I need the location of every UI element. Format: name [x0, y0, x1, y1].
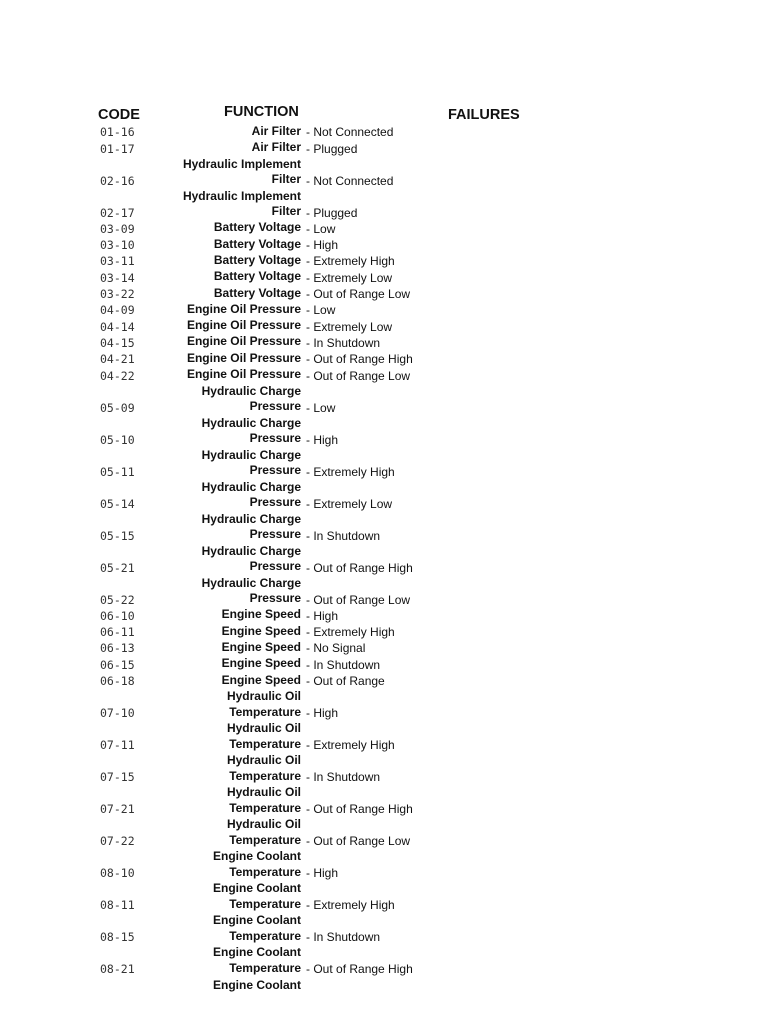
separator-dash: - — [306, 770, 314, 785]
table-row — [0, 480, 768, 512]
failure-description — [306, 593, 410, 608]
table-row — [0, 656, 768, 672]
failure-text: Extremely Low — [313, 270, 393, 285]
table-row — [0, 351, 768, 367]
failure-description — [306, 497, 392, 512]
table-row — [0, 286, 768, 302]
function-line: Engine Coolant — [213, 881, 301, 896]
function-line: Hydraulic Oil — [226, 721, 301, 736]
table-row — [0, 367, 768, 383]
table-row — [0, 237, 768, 253]
failure-text: Out of Range Low — [313, 592, 411, 607]
failure-text: High — [313, 866, 339, 881]
failure-text: Out of Range — [313, 674, 385, 689]
function-line: Battery Voltage — [213, 220, 301, 235]
fault-code: 08-11 — [100, 898, 135, 913]
separator-dash: - — [306, 560, 314, 575]
failure-text: In Shutdown — [313, 335, 381, 350]
table-row — [0, 689, 768, 721]
function-line: Pressure — [249, 399, 301, 414]
function-line: Pressure — [249, 591, 301, 606]
function-line: Engine Speed — [221, 623, 301, 638]
failure-description — [306, 142, 357, 157]
fault-code: 03-22 — [100, 287, 135, 302]
table-row — [0, 640, 768, 656]
separator-dash: - — [306, 319, 314, 334]
table-row — [0, 785, 768, 817]
failure-text: Out of Range Low — [313, 368, 411, 383]
function-line: Hydraulic Charge — [201, 415, 301, 430]
separator-dash: - — [306, 238, 314, 253]
function-line: Temperature — [229, 704, 301, 719]
failure-description — [306, 125, 393, 140]
fault-code: 06-15 — [100, 657, 135, 672]
failure-text: Plugged — [313, 141, 358, 156]
function-name — [252, 140, 301, 156]
table-row — [0, 416, 768, 448]
failure-text: In Shutdown — [313, 657, 381, 672]
table-row — [0, 544, 768, 576]
table-row-partial — [0, 977, 768, 993]
table-row — [0, 881, 768, 913]
function-line: Battery Voltage — [213, 252, 301, 267]
failure-text: Out of Range High — [313, 962, 413, 977]
failure-description — [306, 465, 395, 480]
function-name — [214, 237, 301, 253]
failure-description — [306, 625, 395, 640]
header-failures: FAILURES — [448, 107, 520, 123]
fault-code: 02-16 — [100, 173, 135, 188]
table-row — [0, 124, 768, 140]
separator-dash: - — [306, 205, 314, 220]
fault-code: 07-11 — [100, 738, 135, 753]
fault-code: 06-10 — [100, 608, 135, 623]
function-line: Engine Oil Pressure — [186, 318, 301, 333]
function-line: Temperature — [229, 864, 301, 879]
function-line: Hydraulic Oil — [226, 817, 301, 832]
function-line: Hydraulic Oil — [226, 785, 301, 800]
table-row — [0, 318, 768, 334]
function-line: Temperature — [229, 960, 301, 975]
failure-description — [306, 674, 385, 689]
separator-dash: - — [306, 592, 314, 607]
separator-dash: - — [306, 221, 314, 236]
function-name — [202, 448, 301, 479]
table-row — [0, 753, 768, 785]
failure-text: Extremely High — [313, 898, 395, 913]
separator-dash: - — [306, 335, 314, 350]
table-row — [0, 721, 768, 753]
failure-description — [306, 962, 413, 977]
function-name — [183, 189, 301, 220]
table-row — [0, 189, 768, 221]
function-line: Hydraulic Implement — [182, 188, 301, 203]
function-name — [222, 624, 301, 640]
separator-dash: - — [306, 657, 314, 672]
failure-description — [306, 561, 413, 576]
function-name — [183, 157, 301, 188]
function-line: Engine Speed — [221, 639, 301, 654]
function-line: Filter — [271, 204, 301, 219]
failure-text: Extremely Low — [313, 319, 393, 334]
failure-text: Plugged — [313, 205, 358, 220]
function-name — [214, 286, 301, 302]
function-name — [222, 607, 301, 623]
failure-description — [306, 401, 335, 416]
failure-text: High — [313, 608, 339, 623]
table-row — [0, 849, 768, 881]
column-headers — [0, 104, 768, 126]
table-row — [0, 221, 768, 237]
separator-dash: - — [306, 674, 314, 689]
failure-text: Extremely High — [313, 625, 395, 640]
fault-code: 04-22 — [100, 368, 135, 383]
failure-description — [306, 433, 338, 448]
failure-text: Extremely High — [313, 464, 395, 479]
table-row — [0, 140, 768, 156]
separator-dash: - — [306, 352, 314, 367]
table-row — [0, 913, 768, 945]
header-code: CODE — [98, 107, 140, 123]
function-line: Hydraulic Implement — [182, 156, 301, 171]
failure-text: High — [313, 706, 339, 721]
separator-dash: - — [306, 706, 314, 721]
function-line: Hydraulic Charge — [201, 543, 301, 558]
function-name — [227, 785, 301, 816]
failure-text: Out of Range High — [313, 560, 413, 575]
separator-dash: - — [306, 141, 314, 156]
separator-dash: - — [306, 528, 314, 543]
failure-text: In Shutdown — [313, 528, 381, 543]
separator-dash: - — [306, 898, 314, 913]
function-name — [222, 673, 301, 689]
failure-description — [306, 174, 393, 189]
fault-code: 04-21 — [100, 352, 135, 367]
fault-code: 03-11 — [100, 254, 135, 269]
failure-description — [306, 369, 410, 384]
separator-dash: - — [306, 866, 314, 881]
failure-description — [306, 352, 413, 367]
failure-description — [306, 287, 410, 302]
function-line: Engine Speed — [221, 672, 301, 687]
failure-description — [306, 254, 395, 269]
function-line: Engine Coolant — [213, 849, 301, 864]
table-row — [0, 576, 768, 608]
fault-code: 08-21 — [100, 962, 135, 977]
separator-dash: - — [306, 254, 314, 269]
function-name — [202, 544, 301, 575]
function-name — [222, 640, 301, 656]
function-line: Pressure — [249, 495, 301, 510]
failure-text: High — [313, 238, 339, 253]
failure-description — [306, 336, 380, 351]
failure-description — [306, 320, 392, 335]
separator-dash: - — [306, 173, 314, 188]
separator-dash: - — [306, 641, 314, 656]
failure-text: Out of Range Low — [313, 834, 411, 849]
function-name — [214, 220, 301, 236]
function-line: Battery Voltage — [213, 236, 301, 251]
function-line: Engine Oil Pressure — [186, 367, 301, 382]
failure-text: In Shutdown — [313, 930, 381, 945]
table-row — [0, 335, 768, 351]
separator-dash: - — [306, 432, 314, 447]
function-line: Hydraulic Charge — [201, 575, 301, 590]
table-row — [0, 512, 768, 544]
fault-code: 05-14 — [100, 496, 135, 511]
fault-code: 01-16 — [100, 125, 135, 140]
function-name — [187, 302, 301, 318]
function-line: Engine Speed — [221, 607, 301, 622]
failure-text: Low — [313, 221, 336, 236]
function-line: Hydraulic Charge — [201, 447, 301, 462]
separator-dash: - — [306, 368, 314, 383]
function-name — [187, 334, 301, 350]
fault-code: 07-15 — [100, 770, 135, 785]
function-line: Hydraulic Oil — [226, 753, 301, 768]
failure-description — [306, 238, 338, 253]
separator-dash: - — [306, 464, 314, 479]
failure-description — [306, 834, 410, 849]
separator-dash: - — [306, 125, 314, 140]
function-name — [202, 384, 301, 415]
function-line: Battery Voltage — [213, 269, 301, 284]
function-line: Engine Oil Pressure — [186, 350, 301, 365]
separator-dash: - — [306, 400, 314, 415]
function-line: Battery Voltage — [213, 285, 301, 300]
table-row — [0, 608, 768, 624]
function-name — [202, 416, 301, 447]
function-line: Temperature — [229, 896, 301, 911]
failure-text: Out of Range Low — [313, 287, 411, 302]
function-line: Temperature — [229, 928, 301, 943]
failure-description — [306, 641, 365, 656]
failure-text: Low — [313, 303, 336, 318]
failure-description — [306, 658, 380, 673]
failure-description — [306, 930, 380, 945]
table-row — [0, 817, 768, 849]
function-name — [227, 689, 301, 720]
fault-code: 02-17 — [100, 205, 135, 220]
table-row — [0, 673, 768, 689]
separator-dash: - — [306, 625, 314, 640]
separator-dash: - — [306, 270, 314, 285]
function-name — [213, 849, 301, 880]
fault-code: 06-13 — [100, 641, 135, 656]
failure-description — [306, 271, 392, 286]
separator-dash: - — [306, 496, 314, 511]
function-line: Pressure — [249, 463, 301, 478]
failure-text: Out of Range High — [313, 352, 413, 367]
failure-description — [306, 866, 338, 881]
separator-dash: - — [306, 287, 314, 302]
header-function: FUNCTION — [224, 104, 299, 120]
table-row — [0, 945, 768, 977]
failure-text: Not Connected — [313, 173, 394, 188]
fault-code: 04-15 — [100, 335, 135, 350]
fault-code: 06-18 — [100, 674, 135, 689]
function-name — [202, 576, 301, 607]
failure-description — [306, 706, 338, 721]
fault-code: 05-10 — [100, 432, 135, 447]
table-row — [0, 624, 768, 640]
fault-code: 07-21 — [100, 802, 135, 817]
separator-dash: - — [306, 802, 314, 817]
fault-code: 08-15 — [100, 930, 135, 945]
separator-dash: - — [306, 608, 314, 623]
fault-code: 05-11 — [100, 464, 135, 479]
function-name — [227, 817, 301, 848]
fault-code: 01-17 — [100, 141, 135, 156]
table-row — [0, 269, 768, 285]
fault-code: 05-15 — [100, 528, 135, 543]
function-line: Hydraulic Oil — [226, 689, 301, 704]
function-line: Pressure — [249, 527, 301, 542]
function-line: Temperature — [229, 736, 301, 751]
function-line: Filter — [271, 172, 301, 187]
failure-text: In Shutdown — [313, 770, 381, 785]
fault-code: 08-10 — [100, 866, 135, 881]
function-line: Engine Speed — [221, 656, 301, 671]
fault-code: 04-14 — [100, 319, 135, 334]
separator-dash: - — [306, 834, 314, 849]
fault-code: 04-09 — [100, 303, 135, 318]
function-line: Engine Coolant — [213, 913, 301, 928]
function-name — [187, 318, 301, 334]
failure-description — [306, 222, 335, 237]
function-name — [214, 253, 301, 269]
failure-text: Extremely Low — [313, 496, 393, 511]
function-line: Pressure — [249, 559, 301, 574]
separator-dash: - — [306, 738, 314, 753]
fault-code: 03-09 — [100, 221, 135, 236]
failure-text: Extremely High — [313, 254, 395, 269]
function-line: Hydraulic Charge — [201, 479, 301, 494]
function-name — [252, 124, 301, 140]
function-name — [227, 721, 301, 752]
function-name — [213, 881, 301, 912]
fault-code: 07-10 — [100, 706, 135, 721]
function-line: Engine Coolant — [213, 945, 301, 960]
failure-description — [306, 206, 357, 221]
fault-code: 03-14 — [100, 270, 135, 285]
separator-dash: - — [306, 930, 314, 945]
fault-code: 05-22 — [100, 592, 135, 607]
function-name — [213, 945, 301, 976]
separator-dash: - — [306, 303, 314, 318]
failure-description — [306, 529, 380, 544]
function-line: Engine Oil Pressure — [186, 301, 301, 316]
table-row — [0, 302, 768, 318]
function-line: Air Filter — [251, 140, 301, 155]
table-row — [0, 384, 768, 416]
failure-description — [306, 738, 395, 753]
failure-text: Low — [313, 400, 336, 415]
function-name — [187, 351, 301, 367]
failure-description — [306, 303, 335, 318]
table-row — [0, 253, 768, 269]
failure-text: Extremely High — [313, 738, 395, 753]
function-line: Hydraulic Charge — [201, 511, 301, 526]
separator-dash: - — [306, 962, 314, 977]
function-name — [202, 512, 301, 543]
table-row — [0, 448, 768, 480]
function-name — [187, 367, 301, 383]
failure-description — [306, 609, 338, 624]
failure-text: Out of Range High — [313, 802, 413, 817]
failure-text: Not Connected — [313, 125, 394, 140]
function-name — [227, 753, 301, 784]
failure-description — [306, 898, 395, 913]
function-name — [222, 656, 301, 672]
failure-description — [306, 802, 413, 817]
failure-description — [306, 770, 380, 785]
function-name — [214, 269, 301, 285]
fault-code: 07-22 — [100, 834, 135, 849]
function-line: Air Filter — [251, 123, 301, 138]
function-line: Hydraulic Charge — [201, 383, 301, 398]
function-name — [213, 913, 301, 944]
function-line: Temperature — [229, 832, 301, 847]
fault-code: 05-09 — [100, 400, 135, 415]
function-line: Engine Oil Pressure — [186, 334, 301, 349]
function-name — [202, 480, 301, 511]
fault-code: 05-21 — [100, 560, 135, 575]
function-line: Temperature — [229, 768, 301, 783]
failure-text: No Signal — [313, 641, 366, 656]
fault-code: 03-10 — [100, 238, 135, 253]
table-row — [0, 157, 768, 189]
function-line: Temperature — [229, 800, 301, 815]
failure-text: High — [313, 432, 339, 447]
fault-code-table — [0, 124, 768, 993]
function-line: Pressure — [249, 431, 301, 446]
function-name: Engine Coolant — [213, 977, 301, 992]
fault-code: 06-11 — [100, 625, 135, 640]
